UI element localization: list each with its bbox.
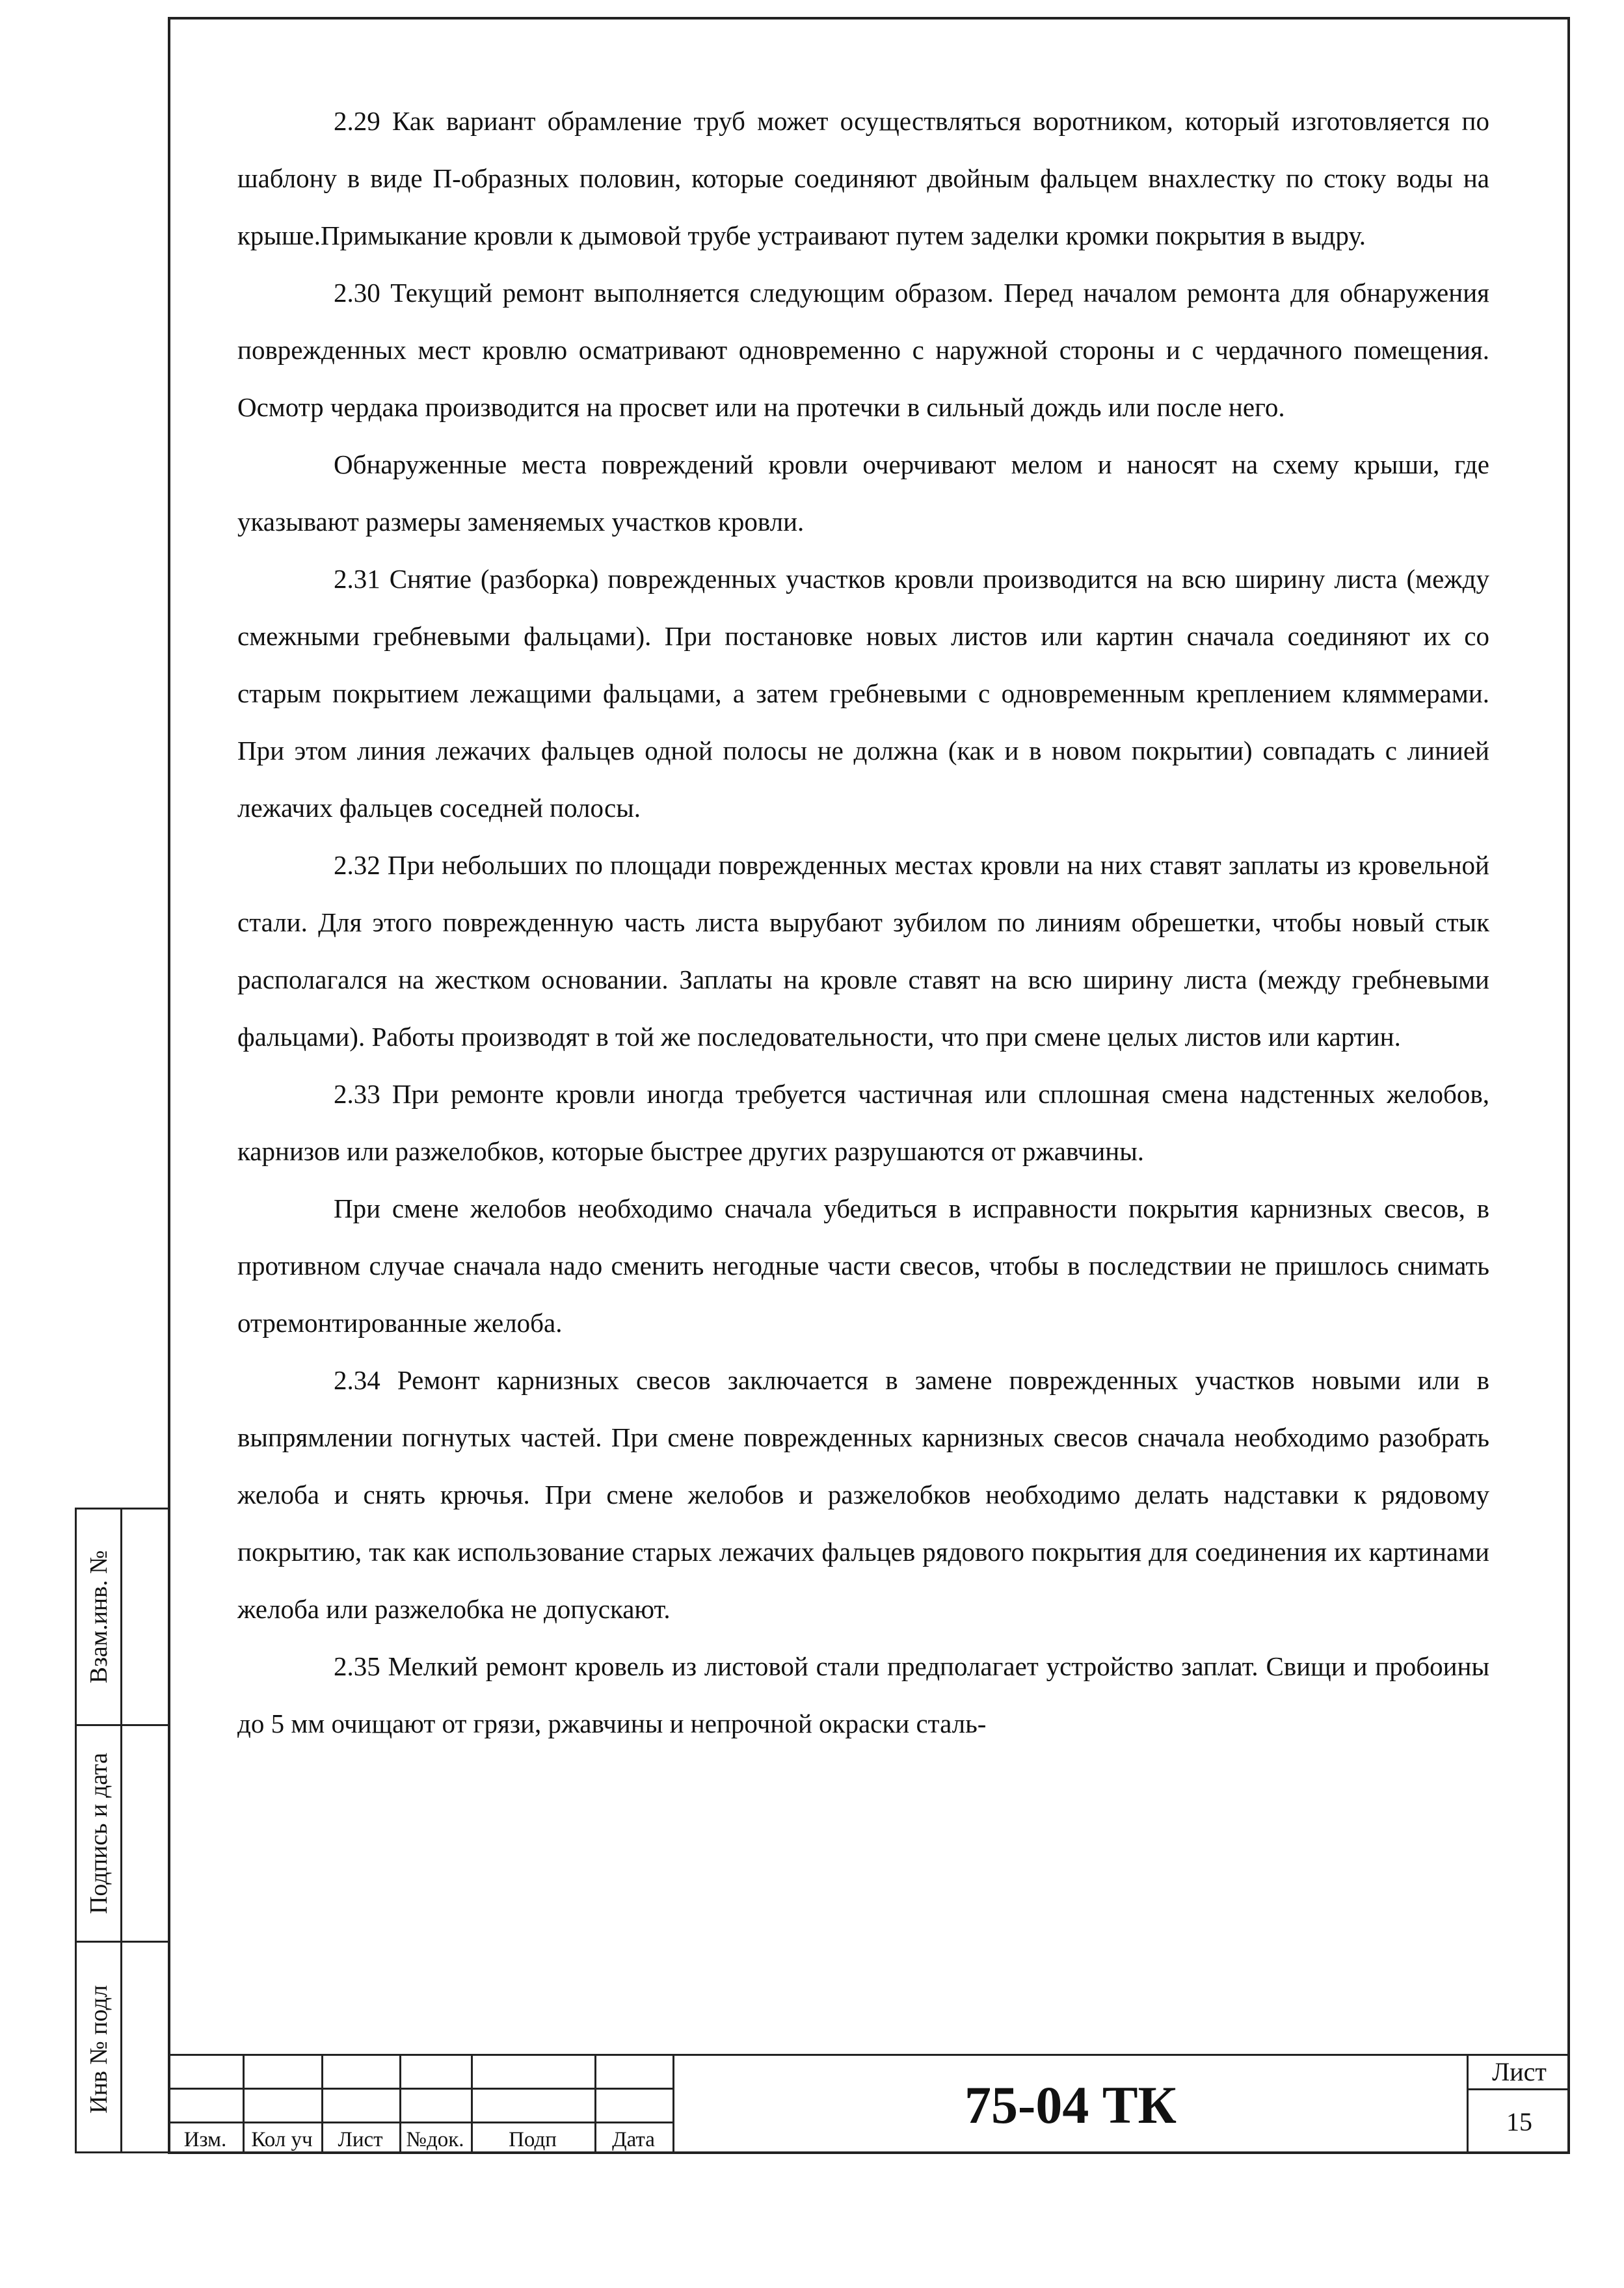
inv-podl-label: Инв № подл bbox=[85, 1984, 113, 2114]
paragraph-2-33: 2.33 При ремонте кровли иногда требуется частичная или сплошная смена надстенных желобов, карнизов или разжелобков, которые быстрее других разрушаются от ржавчины. bbox=[237, 1079, 1489, 1166]
paragraph-damage-marking: Обнаруженные места повреждений кровли очерчивают мелом и наносят на схему крыши, где указывают размеры заменяемых участков кровли. bbox=[237, 449, 1489, 537]
header-list: Лист bbox=[338, 2128, 383, 2151]
vzam-inv-cell bbox=[77, 1510, 120, 1724]
paragraph-2-32: 2.32 При небольших по площади поврежденных местах кровли на них ставят заплаты из кровельной стали. Для этого поврежденную часть листа вырубают зубилом по линиям обрешетки, чтобы новый стык располагался на жестком основании. Заплаты на кровле ставят на всю ширину листа (между гребневыми фальцами). Работы производят в той же последовательности, что при смене целых листов или картин. bbox=[237, 850, 1489, 1052]
paragraph-gutter-replacement: При смене желобов необходимо сначала убедиться в исправности покрытия карнизных свесов, в противном случае сначала надо сменить негодные части свесов, чтобы в последствии не пришлось снимать отремонтированные желоба. bbox=[237, 1193, 1489, 1338]
side-stamp-label-column bbox=[77, 1510, 122, 2151]
header-kol-uch: Кол уч bbox=[251, 2128, 313, 2151]
podpis-data-value-cell bbox=[122, 1724, 170, 1941]
inv-podl-value-cell bbox=[122, 1941, 170, 2155]
paragraph-2-30: 2.30 Текущий ремонт выполняется следующим образом. Перед началом ремонта для обнаружения поврежденных мест кровлю осматривают одновременно с наружной стороны и с чердачного помещения. Осмотр чердака производится на просвет или на протечки в сильный дождь или после него. bbox=[237, 278, 1489, 422]
inv-podl-cell bbox=[77, 1941, 120, 2155]
podpis-data-cell bbox=[77, 1724, 120, 1941]
sheet-label: Лист bbox=[1469, 2056, 1570, 2090]
paragraph-2-35: 2.35 Мелкий ремонт кровель из листовой стали предполагает устройство заплат. Свищи и пробоины до 5 мм очищают от грязи, ржавчины и непрочной окраски сталь- bbox=[237, 1651, 1489, 1738]
podpis-data-label: Подпись и дата bbox=[85, 1752, 113, 1915]
sheet-box bbox=[1467, 2054, 1570, 2154]
header-izm: Изм. bbox=[183, 2128, 227, 2151]
header-data: Дата bbox=[612, 2128, 655, 2151]
document-code: 75-04 ТК bbox=[672, 2054, 1467, 2154]
header-podp: Подп bbox=[509, 2128, 557, 2151]
sheet-number: 15 bbox=[1506, 2107, 1532, 2136]
side-stamp bbox=[75, 1508, 168, 2153]
paragraph-2-31: 2.31 Снятие (разборка) поврежденных участков кровли производится на всю ширину листа (между смежными гребневыми фальцами). При постановке новых листов или картин сначала соединяют их со старым покрытием лежащими фальцами, а затем гребневыми с одновременным креплением кляммерами. При этом линия лежачих фальцев одной полосы не должна (как и в новом покрытии) совпадать с линией лежачих фальцев соседней полосы. bbox=[237, 564, 1489, 823]
vzam-inv-label: Взам.инв. № bbox=[85, 1550, 113, 1684]
paragraph-2-34: 2.34 Ремонт карнизных свесов заключается в замене поврежденных участков новыми или в выпрямлении погнутых частей. При смене поврежденных карнизных свесов сначала необходимо разобрать желоба и снять крючья. При смене желобов и разжелобков необходимо делать надставки к рядовому покрытию, так как использование старых лежачих фальцев рядового покрытия для соединения их картинами желоба или разжелобка не допускают. bbox=[237, 1365, 1489, 1624]
revision-table bbox=[168, 2054, 672, 2154]
header-ndok: №док. bbox=[406, 2128, 464, 2151]
document-body bbox=[237, 92, 1489, 1752]
vzam-inv-value-cell bbox=[122, 1510, 170, 1724]
side-stamp-value-column bbox=[122, 1510, 170, 2151]
paragraph-2-29: 2.29 Как вариант обрамление труб может осуществляться воротником, который изготовляется по шаблону в виде П-образных половин, которые соединяют двойным фальцем внахлестку по стоку воды на крыше.Примыкание кровли к дымовой трубе устраивают путем заделки кромки покрытия в выдру. bbox=[237, 106, 1489, 250]
